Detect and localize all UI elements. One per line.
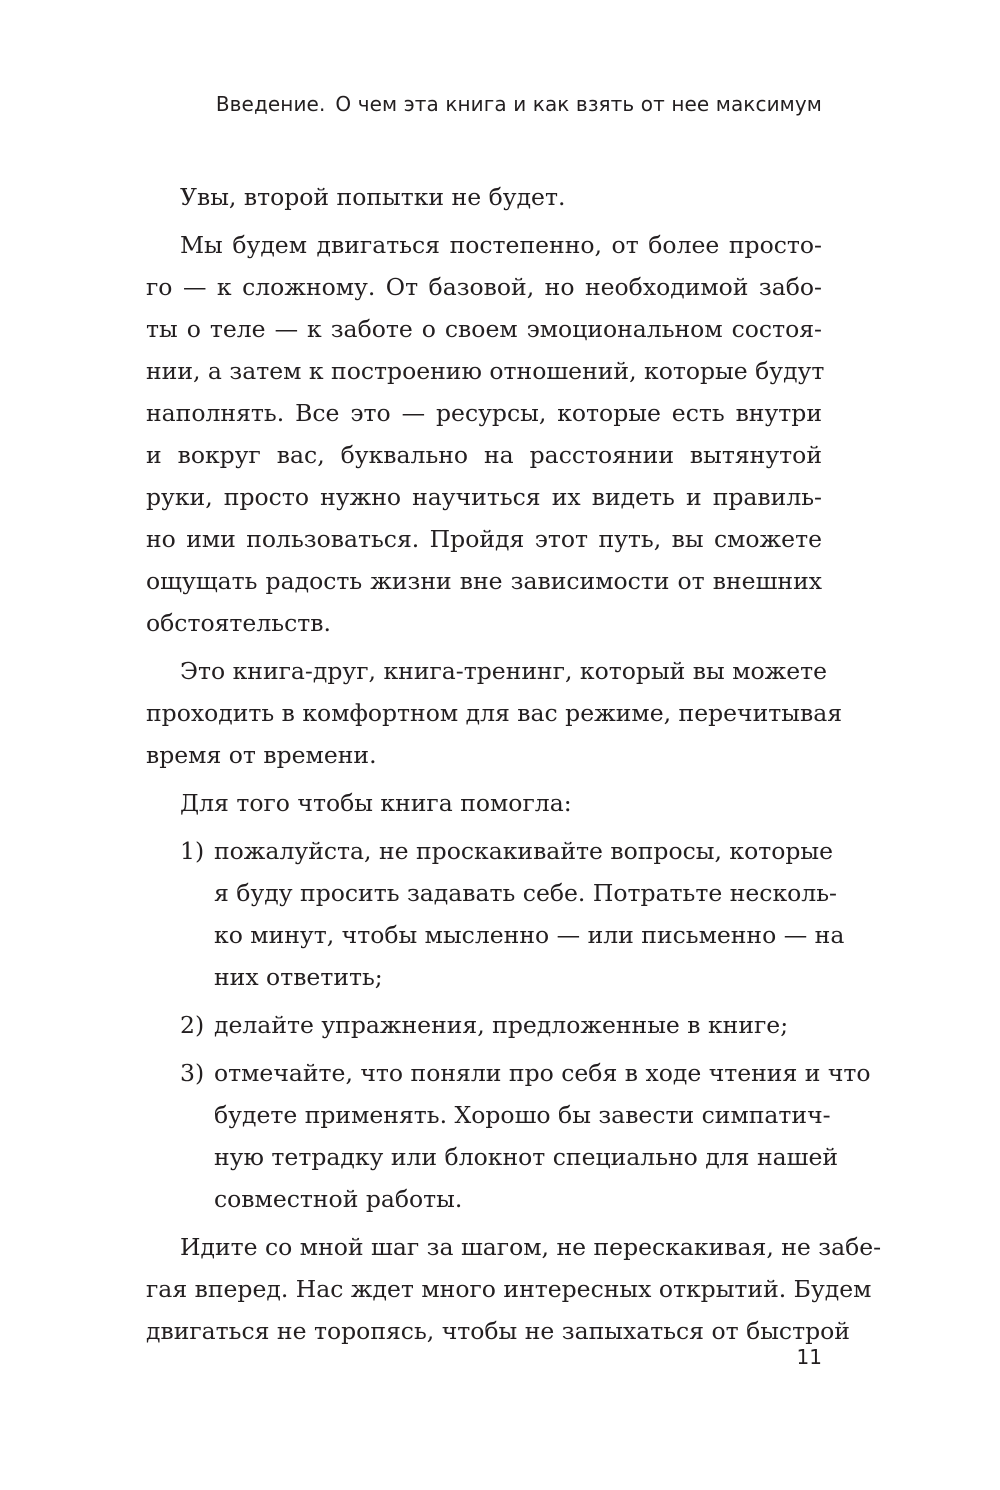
- list-item-text: пожалуйста, не проскакивайте вопросы, которые: [214, 837, 834, 865]
- list-item-text: делайте упражнения, предложенные в книге;: [214, 1011, 789, 1039]
- paragraph-line: Идите со мной шаг за шагом, не перескакивая, не забе-: [180, 1233, 882, 1261]
- paragraph-line: обстоятельств.: [146, 609, 331, 637]
- list-item-text: отмечайте, что поняли про себя в ходе чтения и что: [214, 1059, 871, 1087]
- paragraph-line: Это книга-друг, книга-тренинг, который вы можете: [180, 657, 828, 685]
- page-number: 11: [796, 1345, 822, 1369]
- list-item-line: [146, 1052, 871, 1094]
- paragraph-closing: [146, 1226, 882, 1352]
- paragraph-line: Увы, второй попытки не будет.: [180, 183, 566, 211]
- list-item-number: 3): [180, 1059, 205, 1087]
- paragraph-line: Для того чтобы книга помогла:: [180, 789, 572, 817]
- running-head: [216, 92, 822, 116]
- list-item-line: ко минут, чтобы мысленно — или письменно — на: [214, 921, 845, 949]
- paragraph-line: руки, просто нужно научиться их видеть и правиль-: [146, 483, 822, 511]
- paragraph-3: [146, 650, 843, 776]
- list-item-2: [146, 1004, 822, 1046]
- paragraph-line: гая вперед. Нас ждет много интересных открытий. Будем: [146, 1275, 872, 1303]
- paragraph-line: и вокруг вас, буквально на расстоянии вытянутой: [146, 441, 822, 469]
- running-head-title: О чем эта книга и как взять от нее максимум: [335, 92, 822, 116]
- list-item-line: ную тетрадку или блокнот специально для нашей: [214, 1143, 839, 1171]
- list-item-line: совместной работы.: [214, 1185, 463, 1213]
- list-item-1: [146, 830, 845, 998]
- paragraph-line: ты о теле — к заботе о своем эмоциональном состоя-: [146, 315, 822, 343]
- paragraph-line: но ими пользоваться. Пройдя этот путь, вы сможете: [146, 525, 822, 553]
- paragraph-line: ощущать радость жизни вне зависимости от внешних: [146, 567, 822, 595]
- paragraph-line: проходить в комфортном для вас режиме, перечитывая: [146, 699, 843, 727]
- paragraph-2: [146, 224, 825, 644]
- paragraph-line: нии, а затем к построению отношений, которые будут: [146, 357, 825, 385]
- paragraph-line: двигаться не торопясь, чтобы не запыхаться от быстрой: [146, 1317, 850, 1345]
- list-item-line: [146, 830, 834, 872]
- list-item-number: 1): [180, 837, 205, 865]
- list-item-3: [146, 1052, 871, 1220]
- list-item-line: [146, 1004, 822, 1046]
- paragraph-line: го — к сложному. От базовой, но необходимой забо-: [146, 273, 822, 301]
- body-text: [146, 176, 882, 1352]
- paragraph-1: [146, 176, 822, 218]
- paragraph-line: время от времени.: [146, 741, 377, 769]
- list-item-line: я буду просить задавать себе. Потратьте несколь-: [214, 879, 837, 907]
- list-item-line: них ответить;: [214, 963, 383, 991]
- running-head-chapter: Введение.: [215, 92, 326, 116]
- paragraph-line: наполнять. Все это — ресурсы, которые есть внутри: [146, 399, 822, 427]
- list-item-number: 2): [180, 1011, 205, 1039]
- paragraph-4: [146, 782, 822, 824]
- paragraph-line: Мы будем двигаться постепенно, от более просто-: [180, 231, 822, 259]
- list-item-line: будете применять. Хорошо бы завести симпатич-: [214, 1101, 831, 1129]
